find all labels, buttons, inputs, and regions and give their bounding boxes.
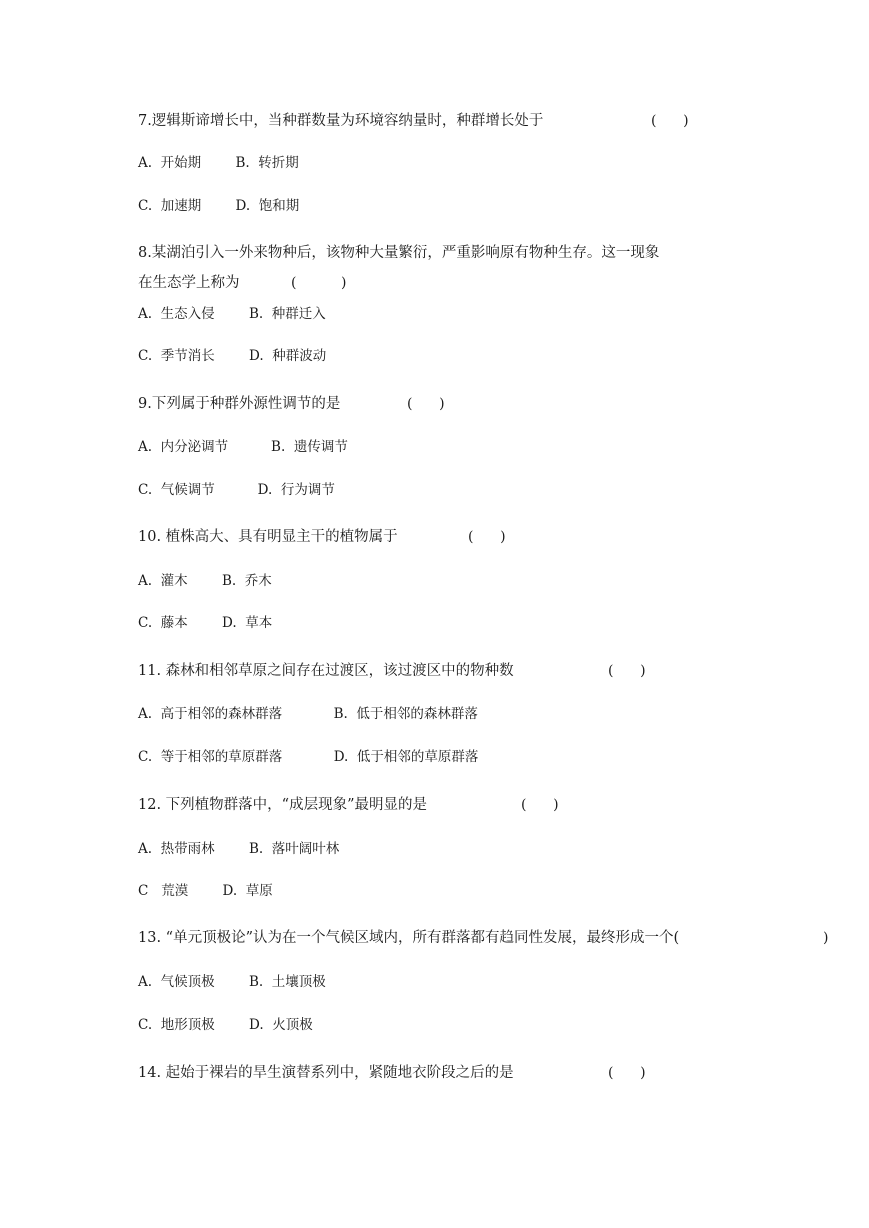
question-11-options-ab: A. 高于相邻的森林群落 B. 低于相邻的森林群落 <box>138 706 478 722</box>
question-10-answer-blank: ( ) <box>468 529 506 545</box>
question-10-options-cd: C. 藤本 D. 草本 <box>138 615 273 631</box>
question-13-stem: 13. “单元顶极论”认为在一个气候区域内，所有群落都有趋同性发展，最终形成一个( <box>138 930 680 946</box>
question-11-options-cd: C. 等于相邻的草原群落 D. 低于相邻的草原群落 <box>138 749 479 765</box>
question-9-answer-blank: ( ) <box>407 396 445 412</box>
question-13-answer-blank: ) <box>823 930 829 946</box>
question-9-stem: 9.下列属于种群外源性调节的是 <box>138 396 341 412</box>
question-8-stem-line2: 在生态学上称为 <box>138 275 240 291</box>
question-8-options-ab: A. 生态入侵 B. 种群迁入 <box>138 306 326 322</box>
question-12-stem: 12. 下列植物群落中，“成层现象”最明显的是 <box>138 797 427 813</box>
question-11-answer-blank: ( ) <box>608 663 646 679</box>
question-7-options-cd: C. 加速期 D. 饱和期 <box>138 198 300 214</box>
question-12-options-cd: C 荒漠 D. 草原 <box>138 883 273 899</box>
question-13-options-cd: C. 地形顶极 D. 火顶极 <box>138 1017 313 1033</box>
question-9-options-cd: C. 气候调节 D. 行为调节 <box>138 482 335 498</box>
question-14-answer-blank: ( ) <box>608 1065 646 1081</box>
question-7-answer-blank: ( ) <box>651 113 689 129</box>
question-10-options-ab: A. 灌木 B. 乔木 <box>138 573 272 589</box>
question-9-options-ab: A. 内分泌调节 B. 遗传调节 <box>138 439 348 455</box>
question-11-stem: 11. 森林和相邻草原之间存在过渡区，该过渡区中的物种数 <box>138 663 514 679</box>
question-8-options-cd: C. 季节消长 D. 种群波动 <box>138 348 327 364</box>
question-8-answer-blank: ( ) <box>291 275 347 291</box>
question-12-options-ab: A. 热带雨林 B. 落叶阔叶林 <box>138 841 340 857</box>
question-13-options-ab: A. 气候顶极 B. 土壤顶极 <box>138 974 326 990</box>
question-10-stem: 10. 植株高大、具有明显主干的植物属于 <box>138 529 398 545</box>
question-14-stem: 14. 起始于裸岩的旱生演替系列中，紧随地衣阶段之后的是 <box>138 1065 514 1081</box>
question-7-options-ab: A. 开始期 B. 转折期 <box>138 155 299 171</box>
question-7-stem: 7.逻辑斯谛增长中，当种群数量为环境容纳量时，种群增长处于 <box>138 113 544 129</box>
question-12-answer-blank: ( ) <box>521 797 559 813</box>
question-8-stem: 8.某湖泊引入一外来物种后，该物种大量繁衍，严重影响原有物种生存。这一现象 <box>138 245 660 261</box>
